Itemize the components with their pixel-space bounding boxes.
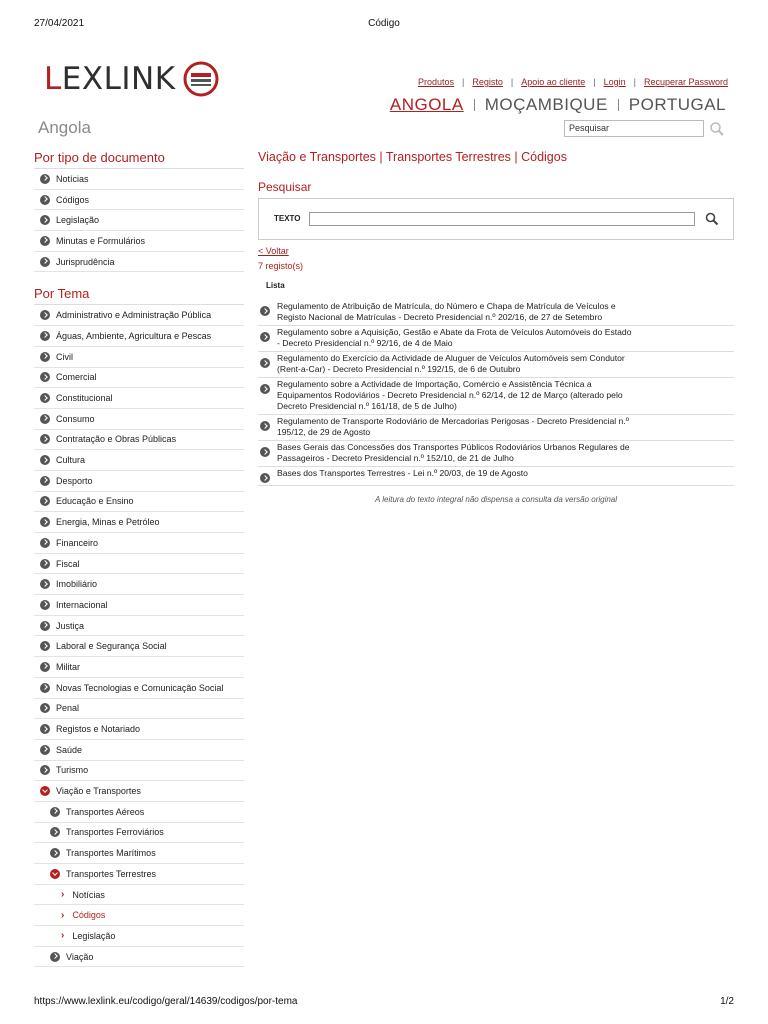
sidebar-item-label: Viação (66, 951, 94, 962)
record-count: 7 registo(s) (258, 261, 304, 271)
search-panel (258, 198, 734, 240)
result-title[interactable] (277, 301, 616, 323)
site-region: Angola (38, 118, 91, 137)
theme-heading: Por Tema (34, 286, 244, 305)
sidebar-item-label: Transportes Terrestres (66, 868, 157, 879)
sidebar-sub-transportes-aereos[interactable] (34, 802, 244, 823)
sidebar-item-label: Registos e Notariado (56, 724, 141, 735)
result-item[interactable] (258, 378, 734, 415)
chevron-right-circle-icon (40, 621, 50, 631)
sidebar-item-label: Legislação (56, 215, 100, 226)
sidebar-doc-codigos[interactable] (34, 190, 244, 211)
result-item[interactable] (258, 326, 734, 352)
print-title: Código (368, 18, 400, 29)
result-title[interactable] (277, 442, 630, 464)
sidebar-item-label: Saúde (56, 744, 83, 755)
chevron-right-circle-icon (50, 807, 60, 817)
sidebar-theme-desporto[interactable] (34, 471, 244, 492)
sidebar-item-label: Transportes Marítimos (66, 848, 156, 859)
chevron-right-circle-icon (40, 559, 50, 569)
chevron-right-circle-icon (40, 745, 50, 755)
sidebar-theme-turismo[interactable] (34, 761, 244, 782)
chevron-right-circle-icon (40, 703, 50, 713)
sidebar-subsub-legislacao[interactable] (34, 926, 244, 947)
top-links: Produtos | Registo | Apoio ao cliente | Login | Recuperar Password (417, 77, 728, 87)
chevron-right-circle-icon (40, 476, 50, 486)
sidebar-item-label: Águas, Ambiente, Agricultura e Pescas (56, 330, 212, 341)
sidebar-item-label: Minutas e Formulários (56, 235, 146, 246)
sidebar-theme-constitucional[interactable] (34, 388, 244, 409)
sidebar-theme-internacional[interactable] (34, 595, 244, 616)
search-section-title: Pesquisar (258, 180, 312, 194)
sidebar-theme-novas-tecnologias-e-comunicacao-social[interactable] (34, 678, 244, 699)
chevron-right-circle-icon (40, 455, 50, 465)
chevron-right-circle-icon (260, 384, 270, 394)
sidebar-item-label: Legislação (72, 930, 116, 941)
country-portugal[interactable]: PORTUGAL (628, 95, 726, 114)
result-title[interactable] (277, 327, 631, 349)
chevron-right-circle-icon (40, 174, 50, 184)
sidebar-item-label: Viação e Transportes (56, 786, 141, 797)
result-line: Regulamento de Atribuição de Matrícula, do Número e Chapa de Matrícula de Veículos e (277, 301, 616, 311)
chevron-right-icon: › (61, 930, 65, 942)
chevron-right-icon: › (61, 889, 65, 901)
sidebar-item-label: Penal (56, 703, 80, 714)
print-url: https://www.lexlink.eu/codigo/geral/14639/codigos/por-tema (34, 996, 298, 1007)
sidebar-theme-cultura[interactable] (34, 450, 244, 471)
sidebar-item-label: Códigos (72, 910, 106, 921)
result-line: Bases Gerais das Concessões dos Transportes Públicos Rodoviários Urbanos Regulares de (277, 442, 630, 452)
result-item[interactable] (258, 467, 734, 486)
sidebar-theme-saude[interactable] (34, 740, 244, 761)
chevron-right-circle-icon (50, 827, 60, 837)
sidebar-sub-viacao[interactable] (34, 947, 244, 968)
chevron-right-circle-icon (40, 236, 50, 246)
sidebar-theme-viacao-e-transportes[interactable] (34, 781, 244, 802)
header-search-input[interactable]: Pesquisar (564, 120, 704, 137)
link-login[interactable]: Login (603, 77, 626, 87)
chevron-right-circle-icon (50, 848, 60, 858)
sidebar-item-label: Contratação e Obras Públicas (56, 434, 177, 445)
result-line: Regulamento de Transporte Rodoviário de Mercadorias Perigosas - Decreto Presidencial n.º (277, 416, 629, 426)
sidebar-item-label: Militar (56, 661, 80, 672)
chevron-right-circle-icon (40, 372, 50, 382)
logo-rest: EXLINK (61, 61, 176, 97)
result-line: Passageiros - Decreto Presidencial n.º 152/10, de 21 de Julho (277, 453, 514, 463)
result-line: Regulamento sobre a Aquisição, Gestão e Abate da Frota de Veículos Automóveis do Estado (277, 327, 632, 337)
chevron-right-circle-icon (40, 257, 50, 267)
sidebar-item-label: Energia, Minas e Petróleo (56, 517, 160, 528)
sidebar-item-label: Transportes Ferroviários (66, 827, 164, 838)
print-date: 27/04/2021 (34, 18, 85, 29)
link-recuperar-password[interactable]: Recuperar Password (643, 77, 728, 87)
result-line: 195/12, de 29 de Agosto (277, 427, 371, 437)
sidebar-subsub-noticias[interactable] (34, 885, 244, 906)
search-text-label: TEXTO (274, 214, 301, 223)
country-mocambique[interactable]: MOÇAMBIQUE (484, 95, 608, 114)
sidebar-doc-jurisprudencia[interactable] (34, 252, 244, 273)
chevron-right-circle-icon (40, 538, 50, 548)
sidebar-sub-transportes-ferroviarios[interactable] (34, 823, 244, 844)
sidebar-item-label: Jurisprudência (56, 256, 115, 267)
chevron-down-circle-icon (40, 786, 50, 796)
sidebar-theme-aguas-ambiente-agricultura-e-pescas[interactable] (34, 326, 244, 347)
chevron-right-circle-icon (40, 517, 50, 527)
chevron-right-circle-icon (40, 310, 50, 320)
sidebar-theme-imobiliario[interactable] (34, 574, 244, 595)
result-title[interactable] (277, 353, 625, 375)
search-text-input[interactable] (309, 212, 695, 226)
sidebar-theme-financeiro[interactable] (34, 533, 244, 554)
chevron-right-circle-icon (40, 496, 50, 506)
sidebar-theme-contratacao-e-obras-publicas[interactable] (34, 430, 244, 451)
link-registo[interactable]: Registo (472, 77, 503, 87)
sidebar-theme-registos-e-notariado[interactable] (34, 719, 244, 740)
result-item[interactable] (258, 441, 734, 467)
sidebar-item-label: Notícias (56, 173, 89, 184)
sidebar-item-label: Consumo (56, 413, 95, 424)
chevron-right-circle-icon (40, 352, 50, 362)
chevron-right-circle-icon (40, 724, 50, 734)
main-content (258, 150, 734, 504)
result-line: (Rent-a-Car) - Decreto Presidencial n.º 192/15, de 6 de Outubro (277, 364, 521, 374)
sidebar-item-label: Educação e Ensino (56, 496, 134, 507)
site-logo[interactable] (44, 60, 220, 98)
doc-type-heading: Por tipo de documento (34, 150, 244, 169)
sidebar-item-label: Turismo (56, 765, 89, 776)
chevron-right-circle-icon (40, 765, 50, 775)
result-title[interactable] (277, 379, 623, 412)
chevron-right-circle-icon (40, 662, 50, 672)
sidebar-theme-administrativo-e-administracao-publica[interactable] (34, 305, 244, 326)
sidebar-item-label: Comercial (56, 372, 97, 383)
sidebar-sub-transportes-terrestres[interactable] (34, 864, 244, 885)
chevron-right-icon: › (61, 909, 65, 921)
chevron-right-circle-icon (40, 414, 50, 424)
sidebar-theme-justica[interactable] (34, 616, 244, 637)
sidebar-sub-transportes-maritimos[interactable] (34, 843, 244, 864)
results-list (258, 300, 734, 486)
chevron-right-circle-icon (40, 393, 50, 403)
result-title[interactable] (277, 416, 629, 438)
breadcrumb: Viação e Transportes | Transportes Terrestres | Códigos (258, 150, 567, 164)
sidebar (34, 150, 244, 967)
list-heading: Lista (266, 281, 285, 290)
sidebar-subsub-codigos[interactable] (34, 905, 244, 926)
sidebar-item-label: Transportes Aéreos (66, 806, 145, 817)
result-line: Registo Nacional de Matrículas - Decreto Presidencial n.º 202/16, de 27 de Setembro (277, 312, 603, 322)
sidebar-item-label: Justiça (56, 620, 85, 631)
logo-mark-icon (182, 60, 220, 98)
chevron-right-circle-icon (50, 952, 60, 962)
print-page-number: 1/2 (720, 996, 734, 1007)
back-link[interactable]: < Voltar (258, 246, 289, 256)
result-line: Regulamento do Exercício da Actividade de Aluguer de Veículos Automóveis sem Condutor (277, 353, 625, 363)
chevron-right-circle-icon (260, 473, 270, 483)
sidebar-doc-legislacao[interactable] (34, 210, 244, 231)
chevron-right-circle-icon (40, 683, 50, 693)
sidebar-item-label: Constitucional (56, 393, 113, 404)
link-produtos[interactable]: Produtos (417, 77, 454, 87)
country-selector (390, 95, 726, 115)
chevron-right-circle-icon (260, 421, 270, 431)
sidebar-doc-noticias[interactable] (34, 169, 244, 190)
sidebar-item-label: Imobiliário (56, 579, 98, 590)
chevron-right-circle-icon (40, 579, 50, 589)
sidebar-theme-civil[interactable] (34, 347, 244, 368)
search-submit-icon[interactable] (705, 212, 719, 226)
sidebar-theme-laboral-e-seguranca-social[interactable] (34, 636, 244, 657)
sidebar-theme-penal[interactable] (34, 699, 244, 720)
sidebar-theme-energia-minas-e-petroleo[interactable] (34, 512, 244, 533)
sidebar-item-label: Civil (56, 351, 73, 362)
result-line: Bases dos Transportes Terrestres - Lei n.º 20/03, de 19 de Agosto (277, 468, 528, 478)
sidebar-item-label: Fiscal (56, 558, 80, 569)
link-apoio[interactable]: Apoio ao cliente (521, 77, 586, 87)
sidebar-theme-militar[interactable] (34, 657, 244, 678)
chevron-right-circle-icon (260, 306, 270, 316)
chevron-right-circle-icon (40, 331, 50, 341)
country-angola[interactable]: ANGOLA (389, 95, 464, 114)
sidebar-item-label: Novas Tecnologias e Comunicação Social (56, 682, 224, 693)
sidebar-item-label: Internacional (56, 599, 108, 610)
chevron-right-circle-icon (40, 434, 50, 444)
chevron-right-circle-icon (260, 332, 270, 342)
result-line: Equipamentos Rodoviários - Decreto Presidencial n.º 62/14, de 12 de Março (alterado pelo (277, 390, 623, 400)
logo-letter: L (44, 61, 62, 97)
result-line: Regulamento sobre a Actividade de Importação, Comércio e Assistência Técnica a (277, 379, 592, 389)
result-title[interactable] (277, 468, 528, 483)
result-item[interactable] (258, 352, 734, 378)
sidebar-theme-fiscal[interactable] (34, 554, 244, 575)
chevron-right-circle-icon (260, 358, 270, 368)
sidebar-theme-educacao-e-ensino[interactable] (34, 492, 244, 513)
sidebar-item-label: Financeiro (56, 537, 99, 548)
chevron-down-circle-icon (50, 869, 60, 879)
result-item[interactable] (258, 300, 734, 326)
sidebar-item-label: Códigos (56, 194, 90, 205)
chevron-right-circle-icon (40, 600, 50, 610)
sidebar-item-label: Laboral e Segurança Social (56, 641, 167, 652)
result-item[interactable] (258, 415, 734, 441)
sidebar-item-label: Administrativo e Administração Pública (56, 310, 212, 321)
sidebar-doc-minutas-e-formularios[interactable] (34, 231, 244, 252)
chevron-right-circle-icon (260, 447, 270, 457)
chevron-right-circle-icon (40, 195, 50, 205)
result-line: - Decreto Presidencial n.º 92/16, de 4 de Maio (277, 338, 453, 348)
sidebar-theme-comercial[interactable] (34, 368, 244, 389)
disclaimer: A leitura do texto integral não dispensa a consulta da versão original (374, 495, 618, 504)
result-line: Decreto Presidencial n.º 161/18, de 5 de Julho) (277, 401, 457, 411)
chevron-right-circle-icon (40, 641, 50, 651)
sidebar-theme-consumo[interactable] (34, 409, 244, 430)
sidebar-item-label: Notícias (72, 889, 105, 900)
chevron-right-circle-icon (40, 215, 50, 225)
sidebar-item-label: Desporto (56, 475, 93, 486)
sidebar-item-label: Cultura (56, 455, 86, 466)
search-icon[interactable] (709, 121, 725, 137)
